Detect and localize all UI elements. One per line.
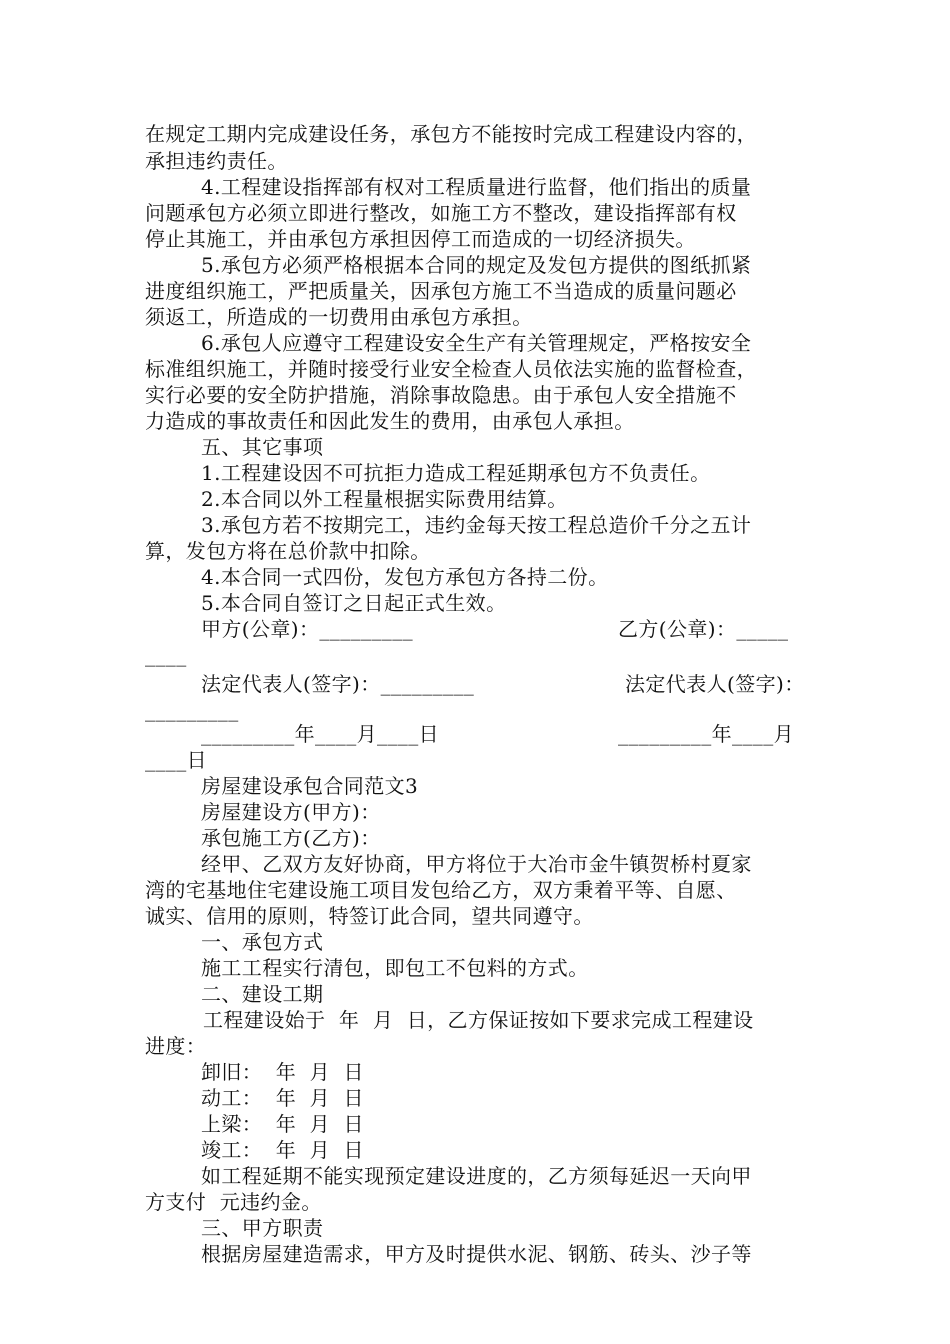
section-heading: 五、其它事项 — [201, 435, 324, 459]
text-line: 4.工程建设指挥部有权对工程质量进行监督，他们指出的质量 — [201, 175, 752, 199]
text-line: 经甲、乙双方友好协商，甲方将位于大冶市金牛镇贺桥村夏家 — [201, 852, 752, 876]
text-line: 1.工程建设因不可抗拒力造成工程延期承包方不负责任。 — [201, 461, 711, 485]
section-heading: 二、建设工期 — [201, 982, 324, 1006]
date-b: _________年____月 — [618, 722, 794, 746]
signature-blank: _________ — [145, 698, 239, 722]
text-line: 房屋建设方(甲方)： — [201, 800, 381, 824]
text-line: 问题承包方必须立即进行整改，如施工方不整改，建设指挥部有权 — [145, 201, 737, 225]
text-line: 2.本合同以外工程量根据实际费用结算。 — [201, 487, 568, 511]
text-line: 施工工程实行清包，即包工不包料的方式。 — [201, 956, 589, 980]
text-line: 承包施工方(乙方)： — [201, 826, 381, 850]
text-line: 停止其施工，并由承包方承担因停工而造成的一切经济损失。 — [145, 227, 696, 251]
text-line: 3.承包方若不按期完工，违约金每天按工程总造价千分之五计 — [201, 513, 752, 537]
section-heading: 一、承包方式 — [201, 930, 324, 954]
text-line: 力造成的事故责任和因此发生的费用，由承包人承担。 — [145, 409, 635, 433]
text-line: 进度组织施工，严把质量关，因承包方施工不当造成的质量问题必 — [145, 279, 737, 303]
text-line: 4.本合同一式四份，发包方承包方各持二份。 — [201, 565, 609, 589]
text-line: 在规定工期内完成建设任务，承包方不能按时完成工程建设内容的， — [145, 122, 757, 146]
legal-rep-a: 法定代表人(签字)：_________ — [201, 672, 475, 696]
text-line: 工程建设始于 年 月 日，乙方保证按如下要求完成工程建设 — [203, 1008, 754, 1032]
text-line: 方支付 元违约金。 — [145, 1190, 322, 1214]
text-line: 算，发包方将在总价款中扣除。 — [145, 539, 431, 563]
signature-blank: ____ — [145, 643, 187, 667]
text-line: 5.承包方必须严格根据本合同的规定及发包方提供的图纸抓紧 — [201, 253, 752, 277]
text-line: 实行必要的安全防护措施，消除事故隐患。由于承包人安全措施不 — [145, 383, 737, 407]
section-heading: 三、甲方职责 — [201, 1216, 324, 1240]
text-line: 诚实、信用的原则，特签订此合同，望共同遵守。 — [145, 904, 594, 928]
text-line: 标准组织施工，并随时接受行业安全检查人员依法实施的监督检查， — [145, 357, 757, 381]
date-b-continued: ____日 — [145, 748, 207, 772]
text-line: 6.承包人应遵守工程建设安全生产有关管理规定，严格按安全 — [201, 331, 752, 355]
text-line: 须返工，所造成的一切费用由承包方承担。 — [145, 305, 533, 329]
text-line: 5.本合同自签订之日起正式生效。 — [201, 591, 507, 615]
signature-party-a: 甲方(公章)：_________ — [201, 617, 414, 641]
text-line: 承担违约责任。 — [145, 149, 288, 173]
text-line: 如工程延期不能实现预定建设进度的，乙方须每延迟一天向甲 — [201, 1164, 752, 1188]
schedule-item: 动工： 年 月 日 — [201, 1086, 364, 1110]
legal-rep-b: 法定代表人(签字)： — [625, 672, 805, 696]
schedule-item: 上梁： 年 月 日 — [201, 1112, 364, 1136]
signature-party-b: 乙方(公章)：_____ — [618, 617, 789, 641]
date-a: _________年____月____日 — [201, 722, 439, 746]
text-line: 根据房屋建造需求，甲方及时提供水泥、钢筋、砖头、沙子等 — [201, 1242, 752, 1266]
schedule-item: 卸旧： 年 月 日 — [201, 1060, 364, 1084]
document-title: 房屋建设承包合同范文3 — [201, 774, 419, 798]
schedule-item: 竣工： 年 月 日 — [201, 1138, 364, 1162]
text-line: 湾的宅基地住宅建设施工项目发包给乙方，双方秉着平等、自愿、 — [145, 878, 737, 902]
text-line: 进度： — [145, 1034, 207, 1058]
